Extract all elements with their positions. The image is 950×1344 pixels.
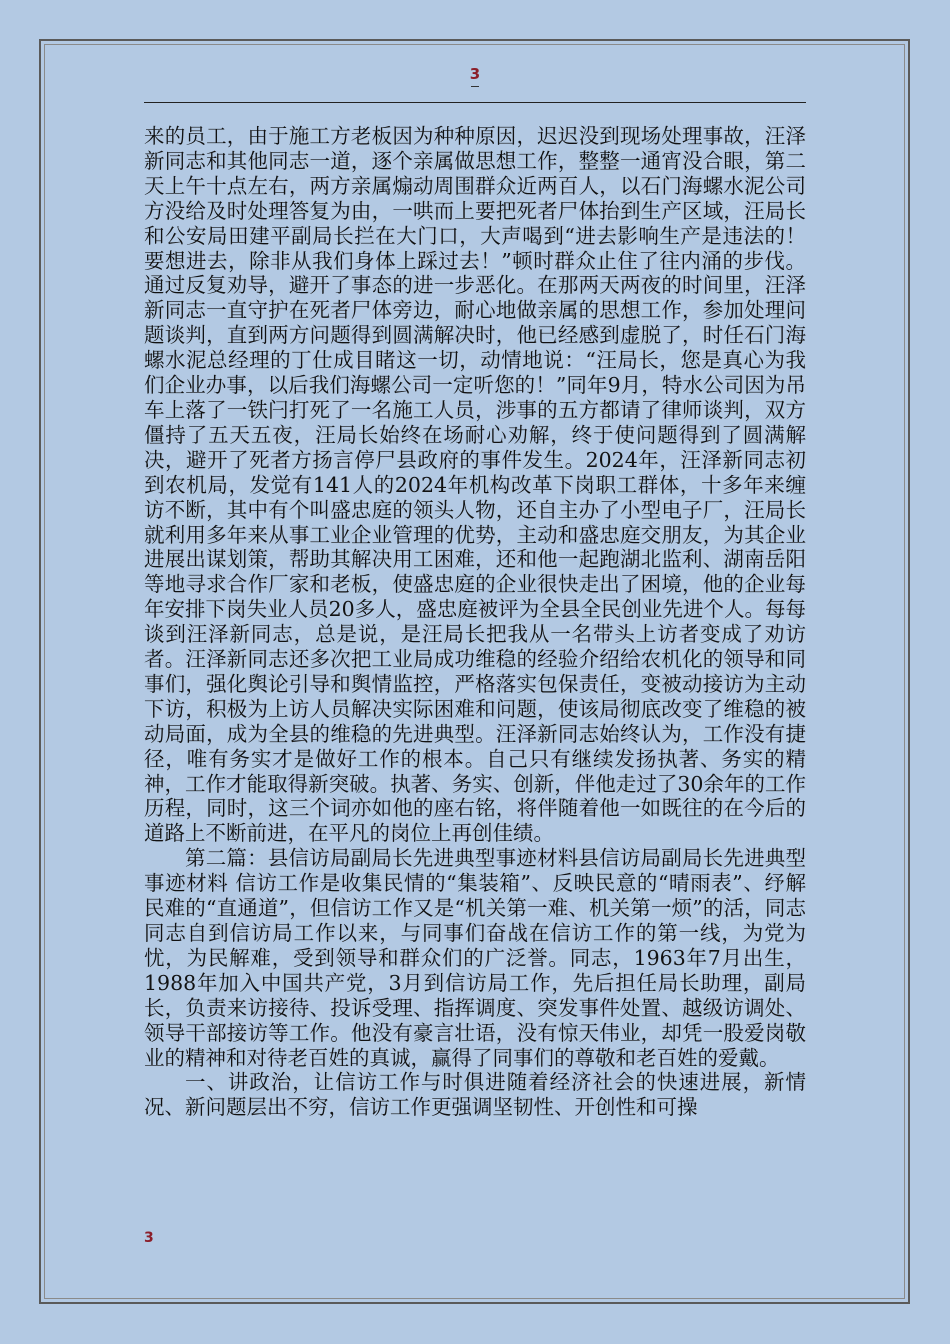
header-page-number: 3 [469,65,481,83]
document-body [144,124,806,1120]
footer-page-number: 3 [144,1230,154,1246]
header-page-number-underline [471,86,479,87]
paragraph-3: 一、讲政治，让信访工作与时俱进随着经济社会的快速进展，新情况、新问题层出不穷，信访工作更强调坚韧性、开创性和可操 [144,1070,806,1120]
header-divider [144,102,806,103]
paragraph-2: 第二篇：县信访局副局长先进典型事迹材料县信访局副局长先进典型事迹材料 信访工作是收集民情的“集装箱”、反映民意的“晴雨表”、纾解民难的“直通道”，但信访工作又是“机关第一难、机关第一烦”的活，同志同志自到信访局工作以来，与同事们奋战在信访工作的第一线，为党为忧，为民解难，受到领导和群众们的广泛誉。同志，1963年7月出生，1988年加入中国共产党，3月到信访局工作，先后担任局长助理，副局长，负责来访接待、投诉受理、指挥调度、突发事件处置、越级访调处、领导干部接访等工作。他没有豪言壮语，没有惊天伟业，却凭一股爱岗敬业的精神和对待老百姓的真诚，赢得了同事们的尊敬和老百姓的爱戴。 [144,846,806,1070]
paragraph-1: 来的员工，由于施工方老板因为种种原因，迟迟没到现场处理事故，汪泽新同志和其他同志一道，逐个亲属做思想工作，整整一通宵没合眼，第二天上午十点左右，两方亲属煽动周围群众近两百人，以石门海螺水泥公司方没给及时处理答复为由，一哄而上要把死者尸体抬到生产区域，汪局长和公安局田建平副局长拦在大门口，大声喝到“进去影响生产是违法的！要想进去，除非从我们身体上踩过去！”顿时群众止住了往内涌的步伐。通过反复劝导，避开了事态的进一步恶化。在那两天两夜的时间里，汪泽新同志一直守护在死者尸体旁边，耐心地做亲属的思想工作，参加处理问题谈判，直到两方问题得到圆满解决时，他已经感到虚脱了，时任石门海螺水泥总经理的丁仕成目睹这一切，动情地说：“汪局长，您是真心为我们企业办事，以后我们海螺公司一定听您的！”同年9月，特水公司因为吊车上落了一铁闩打死了一名施工人员，涉事的五方都请了律师谈判，双方僵持了五天五夜，汪局长始终在场耐心劝解，终于使问题得到了圆满解决，避开了死者方扬言停尸县政府的事件发生。2024年，汪泽新同志初到农机局，发觉有141人的2024年机构改革下岗职工群体，十多年来缠访不断，其中有个叫盛忠庭的领头人物，还自主办了小型电子厂，汪局长就利用多年来从事工业企业管理的优势，主动和盛忠庭交朋友，为其企业进展出谋划策，帮助其解决用工困难，还和他一起跑湖北监利、湖南岳阳等地寻求合作厂家和老板，使盛忠庭的企业很快走出了困境，他的企业每年安排下岗失业人员20多人，盛忠庭被评为全县全民创业先进个人。每每谈到汪泽新同志，总是说，是汪局长把我从一名带头上访者变成了劝访者。汪泽新同志还多次把工业局成功维稳的经验介绍给农机化的领导和同事们，强化舆论引导和舆情监控，严格落实包保责任，变被动接访为主动下访，积极为上访人员解决实际困难和问题，使该局彻底改变了维稳的被动局面，成为全县的维稳的先进典型。汪泽新同志始终认为，工作没有捷径，唯有务实才是做好工作的根本。自己只有继续发扬执著、务实的精神，工作才能取得新突破。执著、务实、创新，伴他走过了30余年的工作历程，同时，这三个词亦如他的座右铭，将伴随着他一如既往的在今后的道路上不断前进，在平凡的岗位上再创佳绩。 [144,124,806,846]
